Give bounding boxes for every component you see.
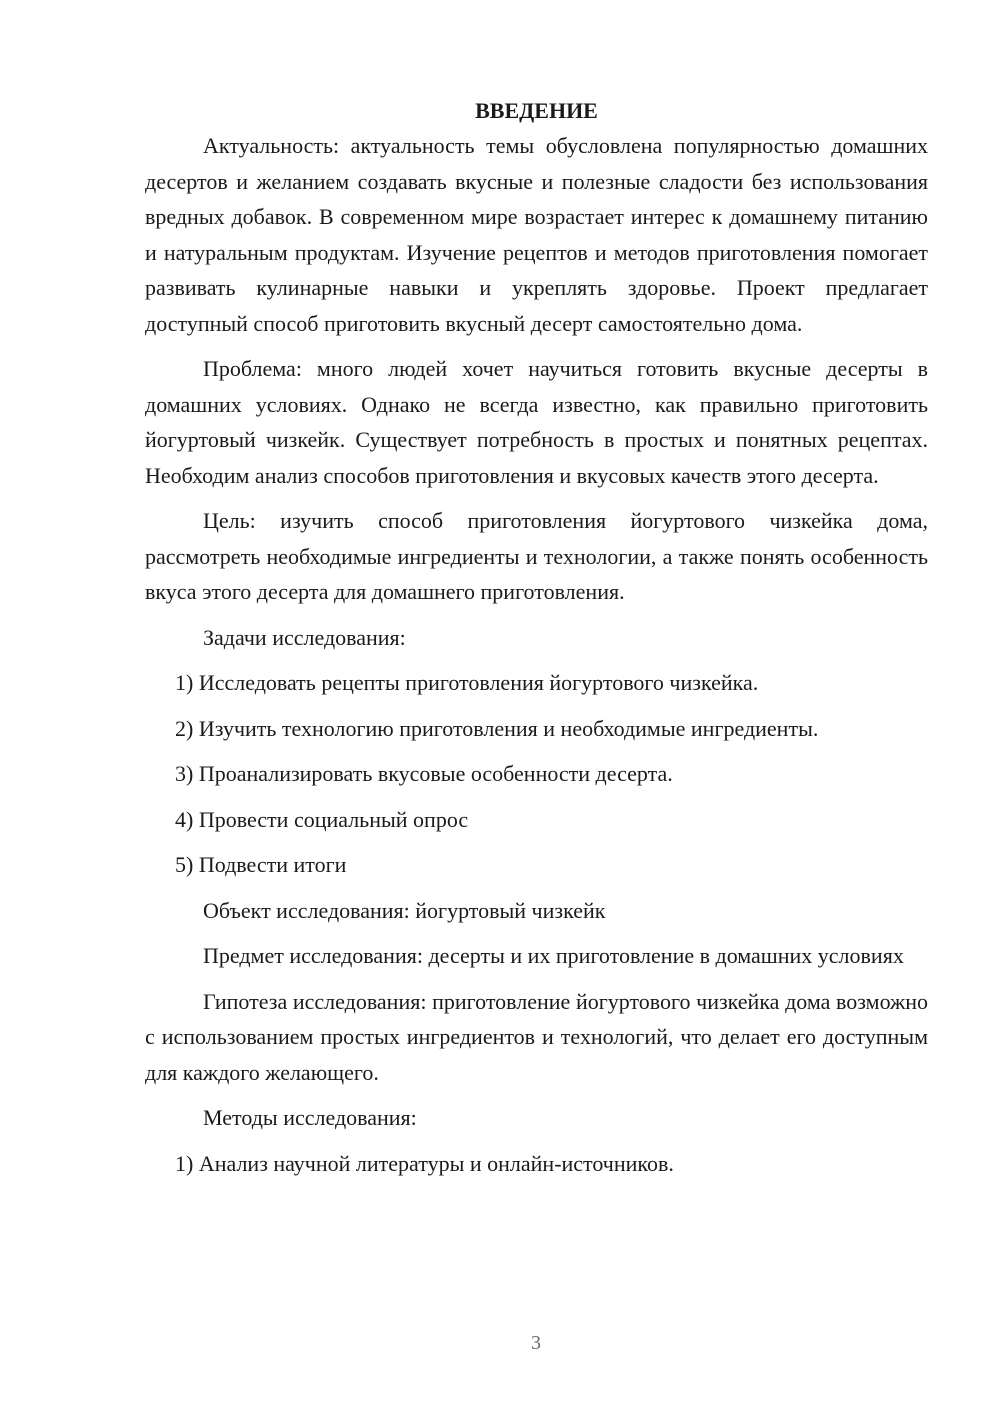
paragraph-subject: Предмет исследования: десерты и их приготовление в домашних условиях bbox=[203, 943, 904, 968]
list-item: 1) Анализ научной литературы и онлайн-источников. bbox=[175, 1150, 674, 1176]
list-item: 2) Изучить технологию приготовления и необходимые ингредиенты. bbox=[175, 715, 819, 741]
section-title: ВВЕДЕНИЕ bbox=[475, 98, 598, 123]
tasks-list bbox=[145, 665, 928, 883]
list-item: 4) Провести социальный опрос bbox=[175, 806, 469, 832]
list-item: 1) Исследовать рецепты приготовления йогуртового чизкейка. bbox=[175, 670, 759, 695]
paragraph-object: Объект исследования: йогуртовый чизкейк bbox=[203, 897, 606, 923]
list-item: 3) Проанализировать вкусовые особенности десерта. bbox=[175, 761, 673, 786]
methods-heading: Методы исследования: bbox=[203, 1105, 417, 1130]
list-item: 5) Подвести итоги bbox=[175, 852, 347, 877]
methods-list bbox=[145, 1146, 928, 1182]
page-number: 3 bbox=[531, 1332, 541, 1354]
paragraph-goal: Цель: изучить способ приготовления йогуртового чизкейка дома, рассмотреть необходимые ингредиенты и технологии, а также понять особенность вкуса этого десерта для домашнего приготовления. bbox=[145, 508, 928, 604]
tasks-heading: Задачи исследования: bbox=[203, 624, 406, 650]
paragraph-problem: Проблема: много людей хочет научиться готовить вкусные десерты в домашних условиях. Однако не всегда известно, как правильно приготовить йогуртовый чизкейк. Существует потребность в простых и понятных рецептах. Необходим анализ способов приготовления и вкусовых качеств этого десерта. bbox=[145, 356, 928, 488]
page-content bbox=[145, 96, 928, 1191]
paragraph-hypothesis: Гипотеза исследования: приготовление йогуртового чизкейка дома возможно с использованием простых ингредиентов и технологий, что делает его доступным для каждого желающего. bbox=[145, 988, 928, 1085]
paragraph-relevance: Актуальность: актуальность темы обусловлена популярностью домашних десертов и желанием создавать вкусные и полезные сладости без использования вредных добавок. В современном мире возрастает интерес к домашнему питанию и натуральным продуктам. Изучение рецептов и методов приготовления помогает развивать кулинарные навыки и укреплять здоровье. Проект предлагает доступный способ приготовить вкусный десерт самостоятельно дома. bbox=[145, 133, 928, 336]
